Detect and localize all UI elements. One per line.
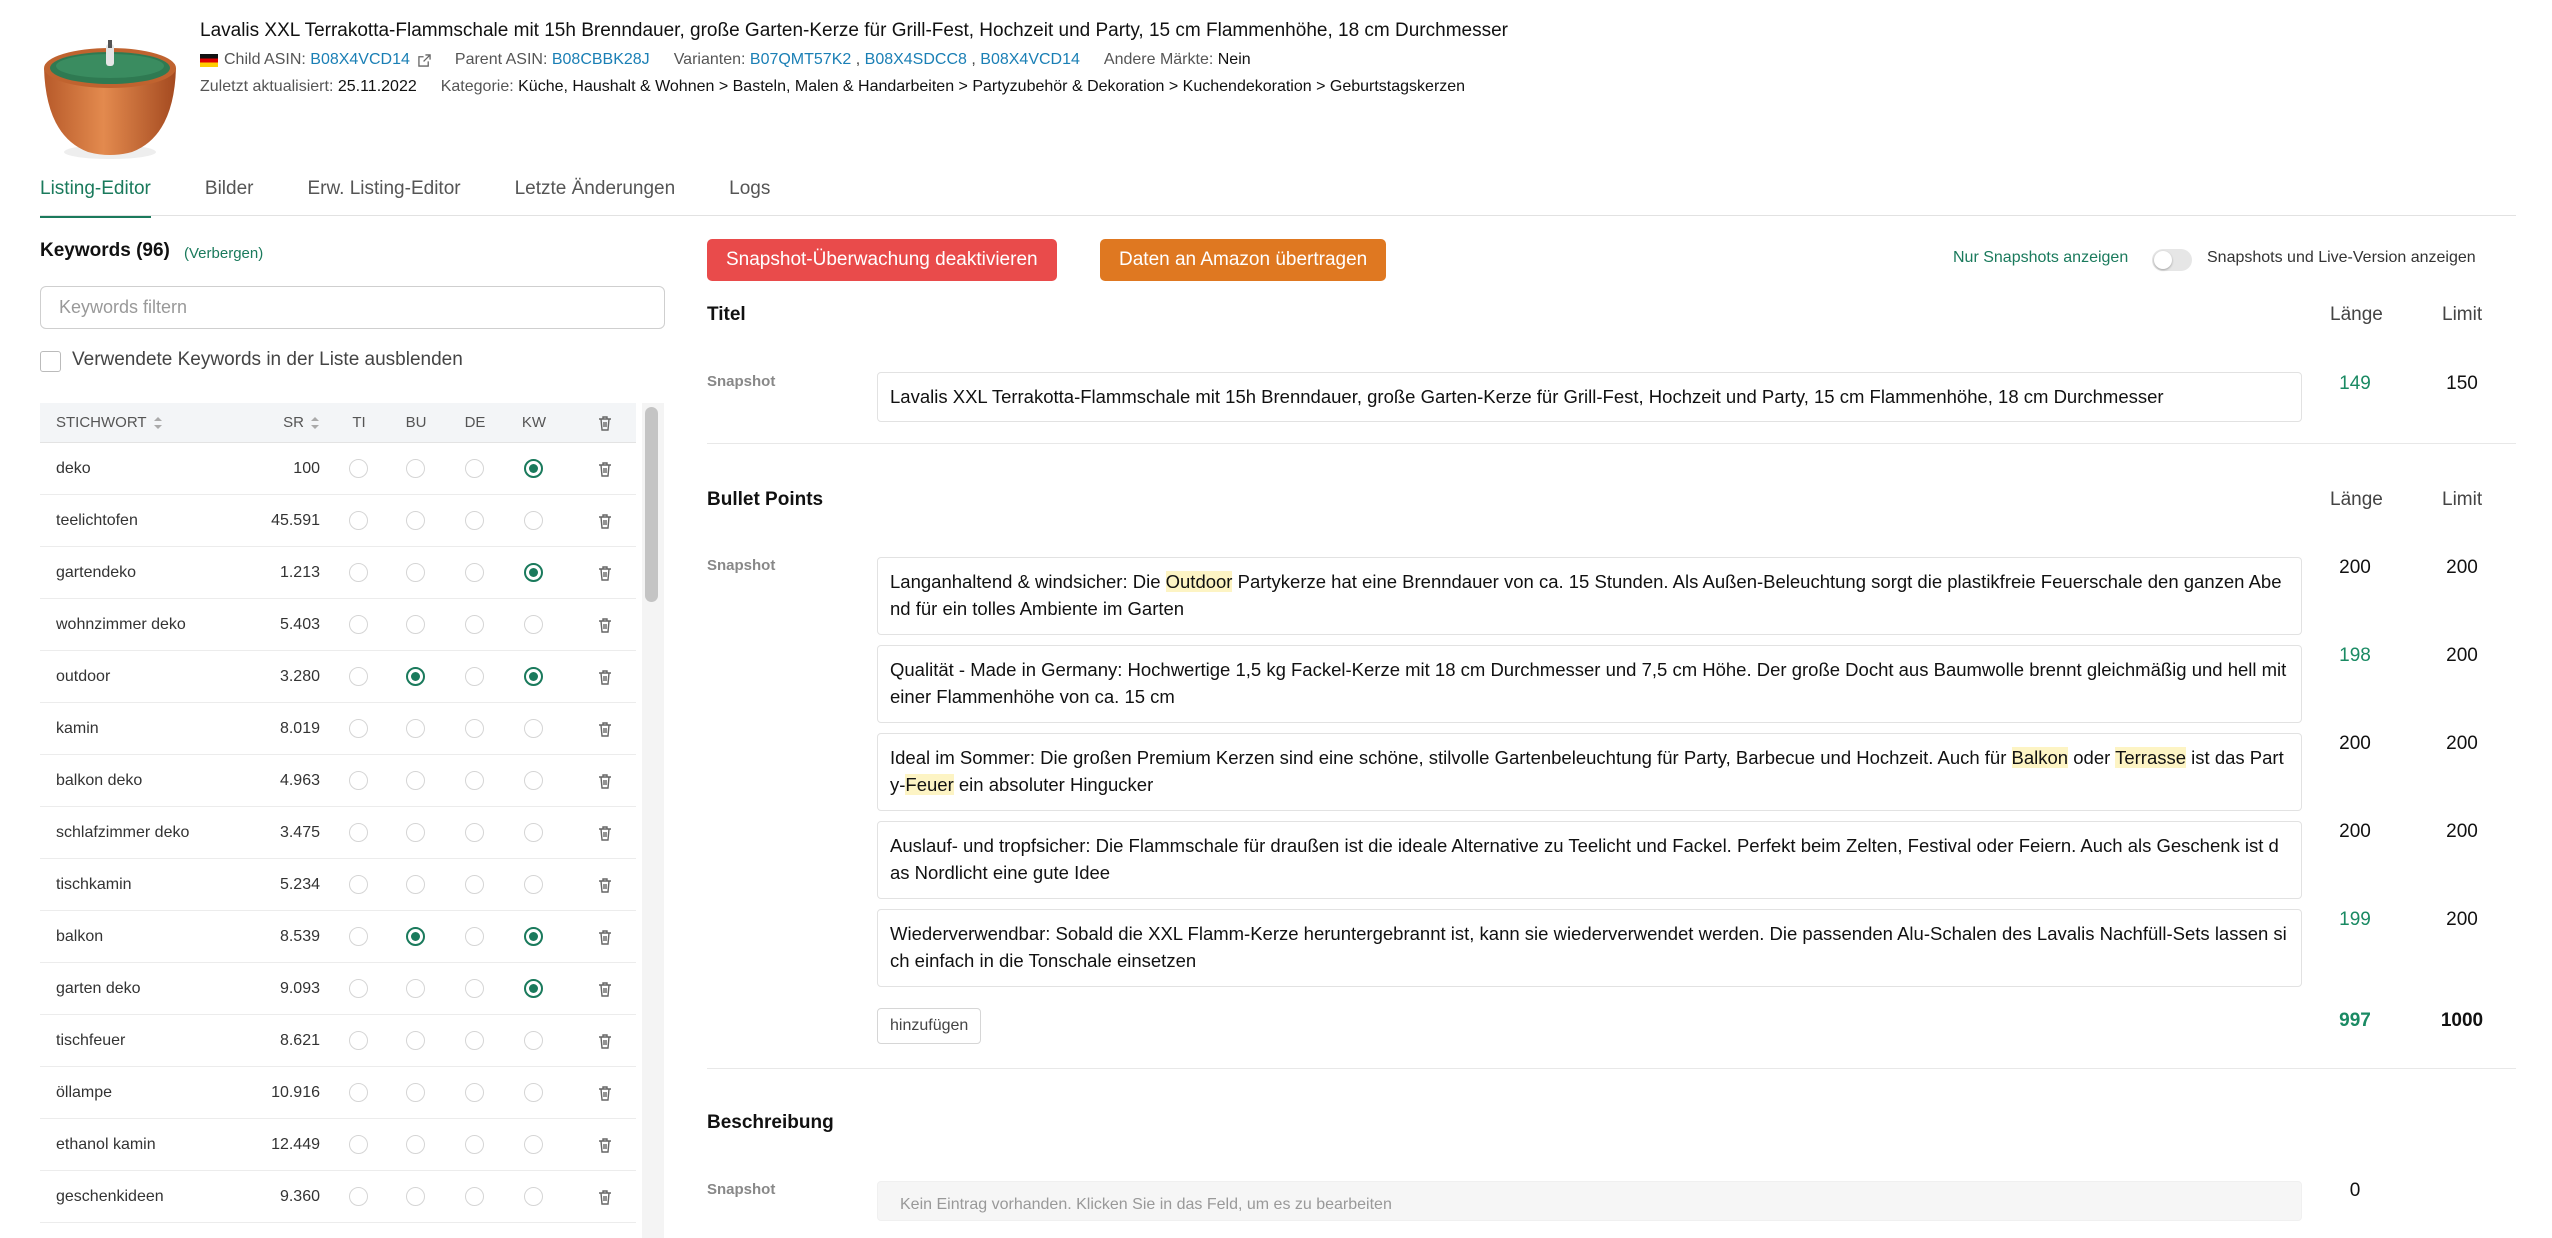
keyword-kwc-radio[interactable] [524,719,543,738]
keyword-kwc-radio[interactable] [524,927,543,946]
keyword-row [40,859,636,911]
keyword-kwc-radio[interactable] [524,771,543,790]
keyword-ti-radio[interactable] [349,615,368,634]
hide-keywords-link[interactable]: (Verbergen) [184,245,264,262]
product-title: Lavalis XXL Terrakotta-Flammschale mit 15h Brenndauer, große Garten-Kerze für Grill-Fest, Hochzeit und Party, 15 cm Flammenhöhe, 18 cm Durchmesser [200,20,1508,41]
bullet-text: Ideal im Sommer: Die großen Premium Kerzen sind eine schöne, stilvolle Gartenbeleuchtung für Party, Barbecue und Hochzeit. Auch für [890,747,2012,768]
bullet-limit: 200 [2446,645,2478,666]
keyword-highlight: Feuer [905,774,954,795]
keyword-sr: 5.234 [279,876,320,893]
length-column-header: Länge [2330,489,2383,510]
keyword-kwc-radio[interactable] [524,615,543,634]
keyword-sr: 4.963 [279,772,320,789]
keyword-bu-radio[interactable] [406,615,425,634]
keyword-sr: 9.360 [279,1188,320,1205]
keyword-ti-radio[interactable] [349,563,368,582]
tab-divider [40,215,2516,216]
child-asin-link[interactable]: B08X4VCD14 [310,51,410,68]
keyword-sr: 45.591 [271,512,320,529]
keyword-ti-radio[interactable] [349,667,368,686]
keyword-row [40,807,636,859]
keyword-filter-input[interactable] [40,286,665,329]
variant-link[interactable]: B08X4VCD14 [980,51,1080,68]
keyword-sr: 9.093 [279,980,320,997]
sort-icon [310,416,320,430]
keyword-de-radio[interactable] [465,823,484,842]
other-markets-label: Andere Märkte: [1103,51,1214,68]
keyword-de-radio[interactable] [465,875,484,894]
keyword-kwc-radio[interactable] [524,979,543,998]
delete-keyword-icon[interactable] [596,824,614,842]
keyword-ti-radio[interactable] [349,1135,368,1154]
col-sr-header[interactable] [283,403,320,443]
keyword-text: tischkamin [56,876,132,893]
keyword-text: geschenkideen [56,1188,164,1205]
tab-logs[interactable]: Logs [729,178,771,199]
snapshot-view-toggle[interactable] [2152,249,2192,271]
category-value: Küche, Haushalt & Wohnen > Basteln, Malen & Handarbeiten > Partyzubehör & Dekoration > Kuchendekoration > Geburtstagskerzen [518,78,1466,95]
bullet-point-field[interactable] [877,733,2302,811]
keyword-highlight: Balkon [2011,747,2069,768]
keyword-row [40,703,636,755]
title-section-heading: Titel [707,304,746,325]
keyword-ti-radio[interactable] [349,1187,368,1206]
tab-images[interactable]: Bilder [204,178,254,199]
hide-used-keywords-label: Verwendete Keywords in der Liste ausblenden [72,349,463,370]
keyword-text: outdoor [56,668,111,685]
keyword-bu-radio[interactable] [406,1083,425,1102]
keyword-text: gartendeko [56,564,137,581]
keyword-kwc-radio[interactable] [524,1083,543,1102]
keyword-kwc-radio[interactable] [524,823,543,842]
keyword-sr: 8.539 [279,928,320,945]
keyword-bu-radio[interactable] [406,1031,425,1050]
keyword-ti-radio[interactable] [349,927,368,946]
bullet-point-field[interactable] [877,821,2302,899]
keyword-text: ethanol kamin [56,1136,156,1153]
asin-row [200,51,1251,69]
bullet-limit: 200 [2446,821,2478,842]
variant-separator: , [971,51,976,68]
parent-asin-label: Parent ASIN: [454,51,548,68]
keyword-ti-radio[interactable] [349,823,368,842]
keyword-bu-radio[interactable] [406,563,425,582]
keyword-de-radio[interactable] [465,927,484,946]
bullets-section-heading: Bullet Points [707,489,824,510]
keyword-bu-radio[interactable] [406,875,425,894]
col-keyword-header[interactable] [56,403,163,443]
keyword-kwc-radio[interactable] [524,875,543,894]
delete-keyword-icon[interactable] [596,1188,614,1206]
keyword-row [40,1067,636,1119]
keyword-ti-radio[interactable] [349,771,368,790]
keyword-row [40,911,636,963]
keyword-de-radio[interactable] [465,667,484,686]
col-kw-header: KW [521,414,547,431]
keyword-rows [40,443,636,1223]
keyword-row [40,495,636,547]
keyword-de-radio[interactable] [465,771,484,790]
keyword-sr: 12.449 [271,1136,320,1153]
keyword-text: tischfeuer [56,1032,126,1049]
transfer-to-amazon-button[interactable]: Daten an Amazon übertragen [1100,239,1386,281]
keyword-bu-radio[interactable] [406,667,425,686]
keyword-kwc-radio[interactable] [524,1031,543,1050]
keyword-kwc-radio[interactable] [524,459,543,478]
delete-keyword-icon[interactable] [596,772,614,790]
snapshot-label: Snapshot [707,557,776,574]
disable-snapshot-monitoring-button[interactable]: Snapshot-Überwachung deaktivieren [707,239,1057,281]
bullet-text: ist das Party- [890,747,2284,795]
bullet-length: 198 [2339,645,2371,666]
bullet-text: Qualität - Made in Germany: Hochwertige 1,5 kg Fackel-Kerze mit 18 cm Durchmesser und 7,5 cm Höhe. Der große Docht aus Baumwolle brennt gleichmäßig und hell mit einer Flammenhöhe von ca. 15 cm [890,659,2287,707]
variants-label: Varianten: [673,51,746,68]
keyword-ti-radio[interactable] [349,511,368,530]
keyword-ti-radio[interactable] [349,459,368,478]
keyword-table-header [40,403,636,443]
length-column-header: Länge [2330,304,2383,325]
bullet-text: oder [2068,747,2116,768]
variant-link[interactable]: B08X4SDCC8 [864,51,967,68]
bullet-point-field[interactable] [877,645,2302,723]
delete-all-icon[interactable] [596,414,614,432]
keyword-kwc-radio[interactable] [524,563,543,582]
bullet-point-field[interactable] [877,557,2302,635]
keyword-ti-radio[interactable] [349,1031,368,1050]
keyword-bu-radio[interactable] [406,719,425,738]
keyword-bu-radio[interactable] [406,823,425,842]
delete-keyword-icon[interactable] [596,980,614,998]
keyword-text: balkon [56,928,104,945]
bullet-text: Langanhaltend & windsicher: Die [890,571,1166,592]
variant-separator: , [855,51,861,68]
delete-keyword-icon[interactable] [596,668,614,686]
bullet-text: Auslauf- und tropfsicher: Die Flammschale für draußen ist die ideale Alternative zu Teelicht und Fackel. Perfekt beim Zelten, Festival oder Feiern. Auch als Geschenk ist das Nordlicht eine gute Idee [890,835,2279,883]
bullet-length: 199 [2339,909,2371,930]
bullet-limit: 200 [2446,909,2478,930]
bullets-total-length: 997 [2339,1010,2371,1031]
description-section-heading: Beschreibung [707,1112,834,1133]
updated-label: Zuletzt aktualisiert: [200,78,334,95]
delete-keyword-icon[interactable] [596,1032,614,1050]
updated-category-row [200,78,1465,96]
bullets-total-limit: 1000 [2440,1010,2484,1031]
keyword-sr: 10.916 [271,1084,320,1101]
child-asin-label: Child ASIN: [224,51,306,68]
keyword-de-radio[interactable] [465,1031,484,1050]
keywords-heading: Keywords (96) [40,240,170,261]
keyword-text: teelichtofen [56,512,138,529]
variant-link[interactable]: B07QMT57K2 [749,51,852,68]
delete-keyword-icon[interactable] [596,928,614,946]
keyword-sr: 100 [293,460,320,477]
bullet-text: Wiederverwendbar: Sobald die XXL Flamm-Kerze heruntergebrannt ist, kann sie wiederverwendet werden. Die passenden Alu-Schalen des Lavalis Nachfüll-Sets lassen sich einfach in die Tonschale einsetzen [890,923,2287,971]
bullet-length: 200 [2339,733,2371,754]
other-markets-value: Nein [1217,51,1251,68]
bullet-text: Partykerze hat eine Brenndauer von ca. 15 Stunden. Als Außen-Beleuchtung sorgt die plastikfreie Feuerschale den ganzen Abend für ein tolles Ambiente im Garten [890,571,2282,619]
keyword-ti-radio[interactable] [349,875,368,894]
keyword-row [40,755,636,807]
hide-used-keywords-checkbox[interactable] [40,351,61,372]
keyword-de-radio[interactable] [465,563,484,582]
keyword-text: schlafzimmer deko [56,824,190,841]
keyword-kwc-radio[interactable] [524,511,543,530]
delete-keyword-icon[interactable] [596,460,614,478]
keyword-text: kamin [56,720,99,737]
bullet-limit: 200 [2446,733,2478,754]
category-label: Kategorie: [440,78,514,95]
keyword-text: wohnzimmer deko [56,616,186,633]
keyword-row [40,547,636,599]
keyword-kwc-radio[interactable] [524,667,543,686]
col-de-header: DE [464,414,486,431]
keyword-bu-radio[interactable] [406,927,425,946]
keyword-de-radio[interactable] [465,1083,484,1102]
keyword-bu-radio[interactable] [406,771,425,790]
keyword-bu-radio[interactable] [406,1187,425,1206]
tab-bar [40,176,824,218]
keyword-sr: 1.213 [279,564,320,581]
keyword-highlight: Outdoor [1165,571,1233,592]
parent-asin-link[interactable]: B08CBBK28J [551,51,650,68]
keyword-de-radio[interactable] [465,1135,484,1154]
bullet-length: 200 [2339,821,2371,842]
delete-keyword-icon[interactable] [596,564,614,582]
keyword-sr: 8.019 [279,720,320,737]
keyword-scroll-thumb[interactable] [645,407,658,602]
snapshot-label: Snapshot [707,1181,776,1198]
keyword-text: öllampe [56,1084,113,1101]
keyword-de-radio[interactable] [465,1187,484,1206]
tab-listing-editor[interactable]: Listing-Editor [40,176,151,218]
description-field[interactable]: Kein Eintrag vorhanden. Klicken Sie in das Feld, um es zu bearbeiten [877,1181,2302,1221]
keyword-bu-radio[interactable] [406,511,425,530]
keyword-de-radio[interactable] [465,719,484,738]
delete-keyword-icon[interactable] [596,512,614,530]
german-flag-icon [200,54,218,67]
keyword-de-radio[interactable] [465,979,484,998]
delete-keyword-icon[interactable] [596,1136,614,1154]
product-image [38,24,182,166]
description-length: 0 [2349,1180,2361,1201]
keyword-de-radio[interactable] [465,511,484,530]
limit-column-header: Limit [2442,304,2483,325]
section-divider [707,1068,2516,1069]
add-bullet-button[interactable]: hinzufügen [877,1008,981,1044]
keyword-de-radio[interactable] [465,615,484,634]
col-bu-header: BU [405,414,427,431]
delete-keyword-icon[interactable] [596,720,614,738]
delete-keyword-icon[interactable] [596,876,614,894]
external-link-icon[interactable] [418,54,431,67]
updated-value: 25.11.2022 [337,78,417,95]
keyword-row [40,1171,636,1223]
keyword-text: balkon deko [56,772,143,789]
delete-keyword-icon[interactable] [596,616,614,634]
keyword-sr: 5.403 [279,616,320,633]
keyword-sr: 3.280 [279,668,320,685]
keyword-de-radio[interactable] [465,459,484,478]
title-length: 149 [2339,373,2371,394]
tab-advanced-listing-editor[interactable]: Erw. Listing-Editor [307,178,461,199]
keyword-text: deko [56,460,91,477]
keyword-row [40,599,636,651]
col-keyword-label: STICHWORT [56,414,147,431]
keyword-row [40,1119,636,1171]
col-sr-label: SR [283,414,304,431]
title-limit: 150 [2446,373,2478,394]
keyword-bu-radio[interactable] [406,459,425,478]
limit-column-header: Limit [2442,489,2483,510]
keyword-bu-radio[interactable] [406,1135,425,1154]
title-field[interactable]: Lavalis XXL Terrakotta-Flammschale mit 15h Brenndauer, große Garten-Kerze für Grill-Fest, Hochzeit und Party, 15 cm Flammenhöhe, 18 cm Durchmesser [877,372,2302,422]
bullet-length: 200 [2339,557,2371,578]
keyword-row [40,443,636,495]
only-snapshots-label[interactable]: Nur Snapshots anzeigen [1953,249,2129,266]
keyword-row [40,963,636,1015]
delete-keyword-icon[interactable] [596,1084,614,1102]
keyword-sr: 8.621 [279,1032,320,1049]
sort-icon [153,416,163,430]
keyword-sr: 3.475 [279,824,320,841]
bullet-point-field[interactable] [877,909,2302,987]
tab-recent-changes[interactable]: Letzte Änderungen [514,178,676,199]
keyword-table [40,403,636,1223]
section-divider [707,443,2516,444]
keyword-row [40,1015,636,1067]
keyword-ti-radio[interactable] [349,719,368,738]
keyword-text: garten deko [56,980,141,997]
keyword-highlight: Terrasse [2115,747,2187,768]
snapshot-label: Snapshot [707,373,776,390]
keyword-kwc-radio[interactable] [524,1135,543,1154]
bullet-limit: 200 [2446,557,2478,578]
bullet-text: ein absoluter Hingucker [953,774,1154,795]
keyword-bu-radio[interactable] [406,979,425,998]
keyword-ti-radio[interactable] [349,979,368,998]
keyword-ti-radio[interactable] [349,1083,368,1102]
snapshots-live-label[interactable]: Snapshots und Live-Version anzeigen [2207,249,2476,266]
keyword-kwc-radio[interactable] [524,1187,543,1206]
col-ti-header: TI [352,414,366,431]
keyword-row [40,651,636,703]
